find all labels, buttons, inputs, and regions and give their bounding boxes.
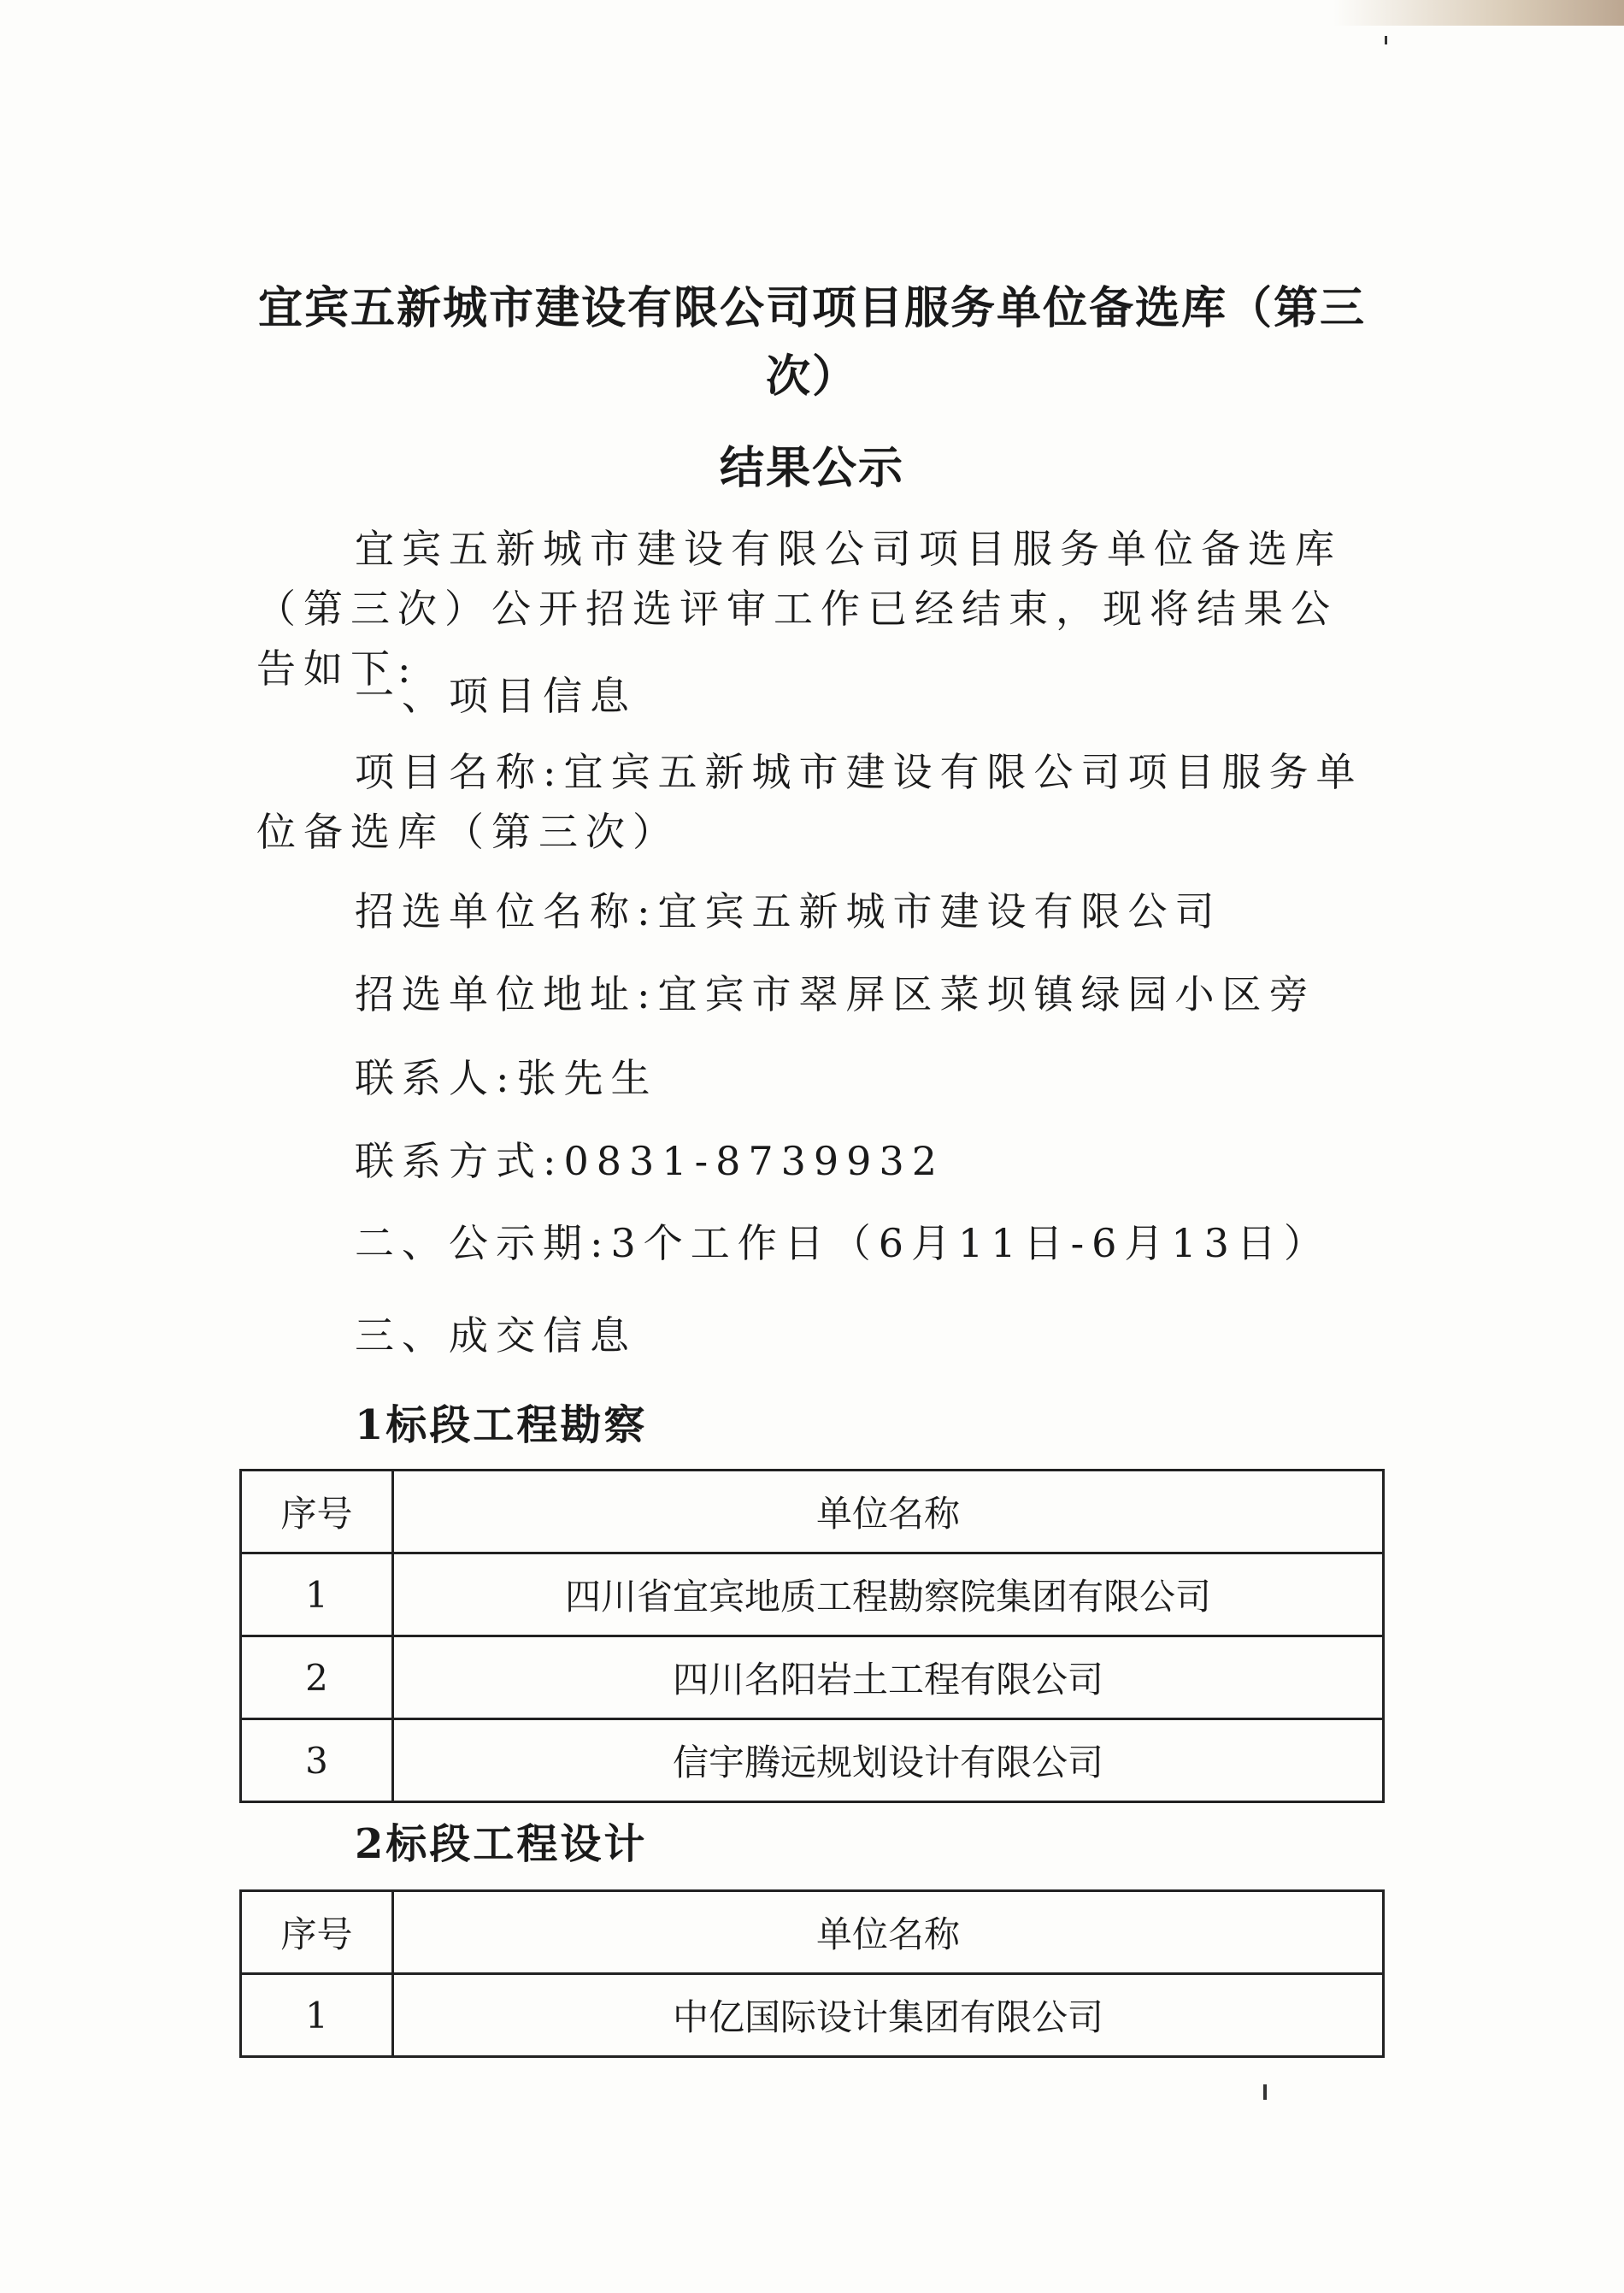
doc-title-line3: 结果公示 (719, 442, 904, 494)
doc-title-line2: 次） (765, 351, 858, 403)
phone-line (355, 1130, 1380, 1187)
section1-heading: 一、项目信息 (355, 673, 637, 719)
intro-paragraph: 宜宾五新城市建设有限公司项目服务单位备选库（第三次）公开招选评审工作已经结束，现将结果公告如下: (256, 526, 1342, 692)
contact-value: 张先生 (516, 1055, 658, 1101)
table-row (241, 1719, 1384, 1802)
unit-name-label: 招选单位名称: (355, 888, 658, 934)
row-unit-name: 四川省宜宾地质工程勘察院集团有限公司 (393, 1553, 1384, 1636)
unit-address-line (355, 964, 1380, 1020)
section3-heading: 三、成交信息 (355, 1312, 637, 1359)
table-header-row (241, 1471, 1384, 1553)
doc-title-line1: 宜宾五新城市建设有限公司项目服务单位备选库（第三 (257, 282, 1366, 334)
publicity-period-value: 3个工作日（6月11日-6月13日） (610, 1220, 1331, 1266)
section2-heading: 二、公示期: (355, 1220, 611, 1266)
table-row (241, 1974, 1384, 2057)
table-row (241, 1636, 1384, 1719)
row-unit-name: 信宇腾远规划设计有限公司 (393, 1719, 1384, 1802)
lot1-title: 1标段工程勘察 (355, 1401, 648, 1449)
scan-edge-artifact (1333, 0, 1624, 26)
project-name-paragraph (256, 742, 1368, 862)
row-seq: 2 (241, 1636, 393, 1719)
contact-line (355, 1047, 1380, 1104)
header-seq: 序号 (241, 1471, 393, 1553)
phone-label: 联系方式: (355, 1138, 564, 1184)
stray-mark (1263, 2084, 1267, 2100)
unit-name-value: 宜宾五新城市建设有限公司 (657, 888, 1222, 934)
table-header-row (241, 1891, 1384, 1974)
project-name-label: 项目名称: (355, 749, 564, 795)
unit-address-value: 宜宾市翠屏区菜坝镇绿园小区旁 (657, 971, 1316, 1017)
lot1-table (239, 1469, 1385, 1803)
table-row (241, 1553, 1384, 1636)
lot2-title: 2标段工程设计 (355, 1820, 648, 1868)
contact-label: 联系人: (355, 1055, 517, 1101)
project-name-value: 宜宾五新城市建设有限公司项目服务单位备选库（第三次） (256, 749, 1363, 855)
unit-address-label: 招选单位地址: (355, 971, 658, 1017)
row-unit-name: 中亿国际设计集团有限公司 (393, 1974, 1384, 2057)
lot2-table (239, 1889, 1385, 2058)
publicity-period-line (355, 1212, 1380, 1269)
header-seq: 序号 (241, 1891, 393, 1974)
row-seq: 3 (241, 1719, 393, 1802)
row-seq: 1 (241, 1974, 393, 2057)
row-seq: 1 (241, 1553, 393, 1636)
stray-mark (1385, 36, 1387, 44)
header-unit-name: 单位名称 (393, 1471, 1384, 1553)
row-unit-name: 四川名阳岩土工程有限公司 (393, 1636, 1384, 1719)
header-unit-name: 单位名称 (393, 1891, 1384, 1974)
phone-value: 0831-8739932 (563, 1138, 944, 1184)
unit-name-line (355, 881, 1380, 937)
